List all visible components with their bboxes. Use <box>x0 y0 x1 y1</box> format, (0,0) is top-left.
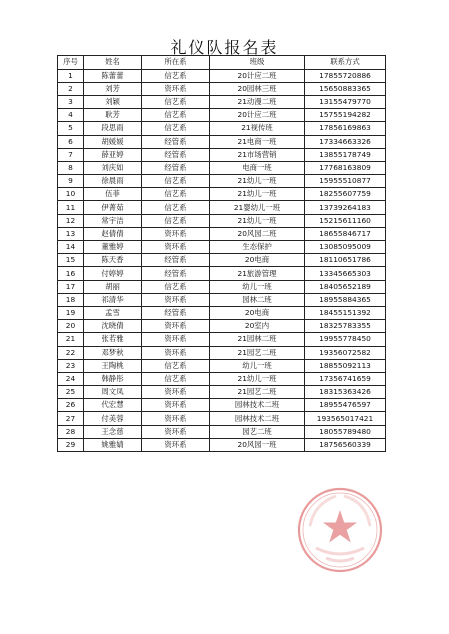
name-cell: 薛亚婷 <box>84 148 142 161</box>
table-row <box>58 95 386 108</box>
name-cell: 周文凤 <box>84 386 142 399</box>
number-cell: 22 <box>58 346 84 359</box>
number-cell: 10 <box>58 188 84 201</box>
department-cell: 资环系 <box>142 399 210 412</box>
contact-cell: 18110651786 <box>305 254 386 267</box>
department-cell: 资环系 <box>142 346 210 359</box>
department-cell: 资环系 <box>142 438 210 451</box>
name-cell: 伊菁茹 <box>84 201 142 214</box>
department-cell: 资环系 <box>142 425 210 438</box>
table-row <box>58 333 386 346</box>
department-cell: 经管系 <box>142 135 210 148</box>
column-header-number: 序号 <box>58 56 84 70</box>
column-header-name: 姓名 <box>84 56 142 70</box>
name-cell: 张若雅 <box>84 333 142 346</box>
number-cell: 16 <box>58 267 84 280</box>
table-row <box>58 346 386 359</box>
name-cell: 徐晨雨 <box>84 175 142 188</box>
class-cell: 生态保护 <box>210 241 305 254</box>
name-cell: 赵倩倩 <box>84 227 142 240</box>
contact-cell: 19955778450 <box>305 333 386 346</box>
number-cell: 23 <box>58 359 84 372</box>
department-cell: 信艺系 <box>142 214 210 227</box>
table-row <box>58 175 386 188</box>
class-cell: 21幼儿一班 <box>210 188 305 201</box>
department-cell: 信艺系 <box>142 359 210 372</box>
class-cell: 20风园二班 <box>210 227 305 240</box>
name-cell: 胡媛媛 <box>84 135 142 148</box>
table-row <box>58 438 386 451</box>
table-row <box>58 69 386 82</box>
class-cell: 21婴幼儿一班 <box>210 201 305 214</box>
department-cell: 信艺系 <box>142 95 210 108</box>
number-cell: 9 <box>58 175 84 188</box>
number-cell: 4 <box>58 109 84 122</box>
name-cell: 孟雪 <box>84 306 142 319</box>
name-cell: 陈蕾蕾 <box>84 69 142 82</box>
contact-cell: 18405652189 <box>305 280 386 293</box>
contact-cell: 17334663326 <box>305 135 386 148</box>
class-cell: 20电商 <box>210 254 305 267</box>
department-cell: 资环系 <box>142 227 210 240</box>
department-cell: 信艺系 <box>142 109 210 122</box>
table-row <box>58 267 386 280</box>
class-cell: 20计应二班 <box>210 109 305 122</box>
contact-cell: 18955884365 <box>305 293 386 306</box>
contact-cell: 18756560339 <box>305 438 386 451</box>
class-cell: 电商一班 <box>210 161 305 174</box>
number-cell: 8 <box>58 161 84 174</box>
number-cell: 17 <box>58 280 84 293</box>
class-cell: 20风园一班 <box>210 438 305 451</box>
table-row <box>58 82 386 95</box>
contact-cell: 15955510877 <box>305 175 386 188</box>
number-cell: 24 <box>58 372 84 385</box>
table-row <box>58 412 386 425</box>
table-row <box>58 425 386 438</box>
class-cell: 21市场营销 <box>210 148 305 161</box>
class-cell: 20室内 <box>210 320 305 333</box>
table-row <box>58 214 386 227</box>
table-row <box>58 241 386 254</box>
contact-cell: 15215611160 <box>305 214 386 227</box>
number-cell: 5 <box>58 122 84 135</box>
contact-cell: 18455151392 <box>305 306 386 319</box>
name-cell: 代宏慧 <box>84 399 142 412</box>
class-cell: 园艺二班 <box>210 425 305 438</box>
class-cell: 园林技术二班 <box>210 412 305 425</box>
contact-cell: 17768163809 <box>305 161 386 174</box>
name-cell: 姚雅婧 <box>84 438 142 451</box>
contact-cell: 18055789480 <box>305 425 386 438</box>
department-cell: 信艺系 <box>142 69 210 82</box>
page-title: 礼仪队报名表 <box>170 38 279 57</box>
department-cell: 经管系 <box>142 306 210 319</box>
contact-cell: 15755194282 <box>305 109 386 122</box>
number-cell: 7 <box>58 148 84 161</box>
department-cell: 资环系 <box>142 386 210 399</box>
table-row <box>58 109 386 122</box>
number-cell: 21 <box>58 333 84 346</box>
name-cell: 刘庆如 <box>84 161 142 174</box>
department-cell: 资环系 <box>142 320 210 333</box>
department-cell: 信艺系 <box>142 372 210 385</box>
name-cell: 祁清华 <box>84 293 142 306</box>
table-row <box>58 254 386 267</box>
table-row <box>58 386 386 399</box>
class-cell: 幼儿一班 <box>210 359 305 372</box>
contact-cell: 18315363426 <box>305 386 386 399</box>
name-cell: 付美蓉 <box>84 412 142 425</box>
class-cell: 21视传班 <box>210 122 305 135</box>
class-cell: 幼儿一班 <box>210 280 305 293</box>
class-cell: 21幼儿一班 <box>210 175 305 188</box>
class-cell: 园林二班 <box>210 293 305 306</box>
number-cell: 3 <box>58 95 84 108</box>
class-cell: 21园艺二班 <box>210 346 305 359</box>
department-cell: 信艺系 <box>142 280 210 293</box>
table-row <box>58 201 386 214</box>
contact-cell: 18955476597 <box>305 399 386 412</box>
column-header-contact: 联系方式 <box>305 56 386 70</box>
table-row <box>58 399 386 412</box>
number-cell: 19 <box>58 306 84 319</box>
contact-cell: 17855720886 <box>305 69 386 82</box>
department-cell: 信艺系 <box>142 122 210 135</box>
number-cell: 27 <box>58 412 84 425</box>
table-row <box>58 227 386 240</box>
department-cell: 资环系 <box>142 333 210 346</box>
column-header-department: 所在系 <box>142 56 210 70</box>
contact-cell: 13739264183 <box>305 201 386 214</box>
department-cell: 经管系 <box>142 148 210 161</box>
department-cell: 资环系 <box>142 241 210 254</box>
department-cell: 信艺系 <box>142 201 210 214</box>
number-cell: 20 <box>58 320 84 333</box>
contact-cell: 13085095009 <box>305 241 386 254</box>
department-cell: 经管系 <box>142 267 210 280</box>
name-cell: 耿芳 <box>84 109 142 122</box>
number-cell: 14 <box>58 241 84 254</box>
number-cell: 6 <box>58 135 84 148</box>
name-cell: 沈晓倩 <box>84 320 142 333</box>
number-cell: 26 <box>58 399 84 412</box>
registration-table <box>57 55 386 452</box>
contact-cell: 18255607759 <box>305 188 386 201</box>
name-cell: 刘颖 <box>84 95 142 108</box>
table-row <box>58 280 386 293</box>
number-cell: 29 <box>58 438 84 451</box>
department-cell: 经管系 <box>142 161 210 174</box>
name-cell: 段思雨 <box>84 122 142 135</box>
number-cell: 15 <box>58 254 84 267</box>
name-cell: 刘芳 <box>84 82 142 95</box>
department-cell: 信艺系 <box>142 175 210 188</box>
seal-stamp <box>296 486 384 574</box>
name-cell: 王念慈 <box>84 425 142 438</box>
contact-cell: 13855178749 <box>305 148 386 161</box>
contact-cell: 18325783355 <box>305 320 386 333</box>
number-cell: 1 <box>58 69 84 82</box>
contact-cell: 19356072582 <box>305 346 386 359</box>
name-cell: 付婷婷 <box>84 267 142 280</box>
department-cell: 资环系 <box>142 293 210 306</box>
class-cell: 21动漫二班 <box>210 95 305 108</box>
name-cell: 董雅婷 <box>84 241 142 254</box>
table-row <box>58 306 386 319</box>
table-row <box>58 359 386 372</box>
table-row <box>58 320 386 333</box>
department-cell: 资环系 <box>142 412 210 425</box>
name-cell: 王陶桃 <box>84 359 142 372</box>
class-cell: 20计应二班 <box>210 69 305 82</box>
number-cell: 18 <box>58 293 84 306</box>
number-cell: 11 <box>58 201 84 214</box>
class-cell: 20园林三班 <box>210 82 305 95</box>
class-cell: 园林技术二班 <box>210 399 305 412</box>
name-cell: 常宇洁 <box>84 214 142 227</box>
class-cell: 21旅游管理 <box>210 267 305 280</box>
contact-cell: 193565017421 <box>305 412 386 425</box>
table-header-row <box>58 56 386 70</box>
contact-cell: 17356741659 <box>305 372 386 385</box>
name-cell: 伍菲 <box>84 188 142 201</box>
class-cell: 21电商一班 <box>210 135 305 148</box>
column-header-class: 班级 <box>210 56 305 70</box>
number-cell: 13 <box>58 227 84 240</box>
contact-cell: 15650883365 <box>305 82 386 95</box>
department-cell: 经管系 <box>142 254 210 267</box>
table-row <box>58 148 386 161</box>
contact-cell: 18655846717 <box>305 227 386 240</box>
contact-cell: 17856169863 <box>305 122 386 135</box>
department-cell: 信艺系 <box>142 188 210 201</box>
name-cell: 韩静彤 <box>84 372 142 385</box>
class-cell: 21幼儿一班 <box>210 372 305 385</box>
class-cell: 21园林二班 <box>210 333 305 346</box>
name-cell: 邓梦秋 <box>84 346 142 359</box>
name-cell: 胡丽 <box>84 280 142 293</box>
class-cell: 20电商 <box>210 306 305 319</box>
name-cell: 陈天香 <box>84 254 142 267</box>
table-row <box>58 135 386 148</box>
number-cell: 25 <box>58 386 84 399</box>
number-cell: 2 <box>58 82 84 95</box>
table-row <box>58 188 386 201</box>
table-row <box>58 293 386 306</box>
department-cell: 资环系 <box>142 82 210 95</box>
number-cell: 28 <box>58 425 84 438</box>
number-cell: 12 <box>58 214 84 227</box>
table-body <box>58 69 386 451</box>
contact-cell: 13345665303 <box>305 267 386 280</box>
contact-cell: 13155479770 <box>305 95 386 108</box>
table-row <box>58 122 386 135</box>
class-cell: 21幼儿一班 <box>210 214 305 227</box>
table-row <box>58 372 386 385</box>
contact-cell: 18855092113 <box>305 359 386 372</box>
table-row <box>58 161 386 174</box>
class-cell: 21园艺二班 <box>210 386 305 399</box>
